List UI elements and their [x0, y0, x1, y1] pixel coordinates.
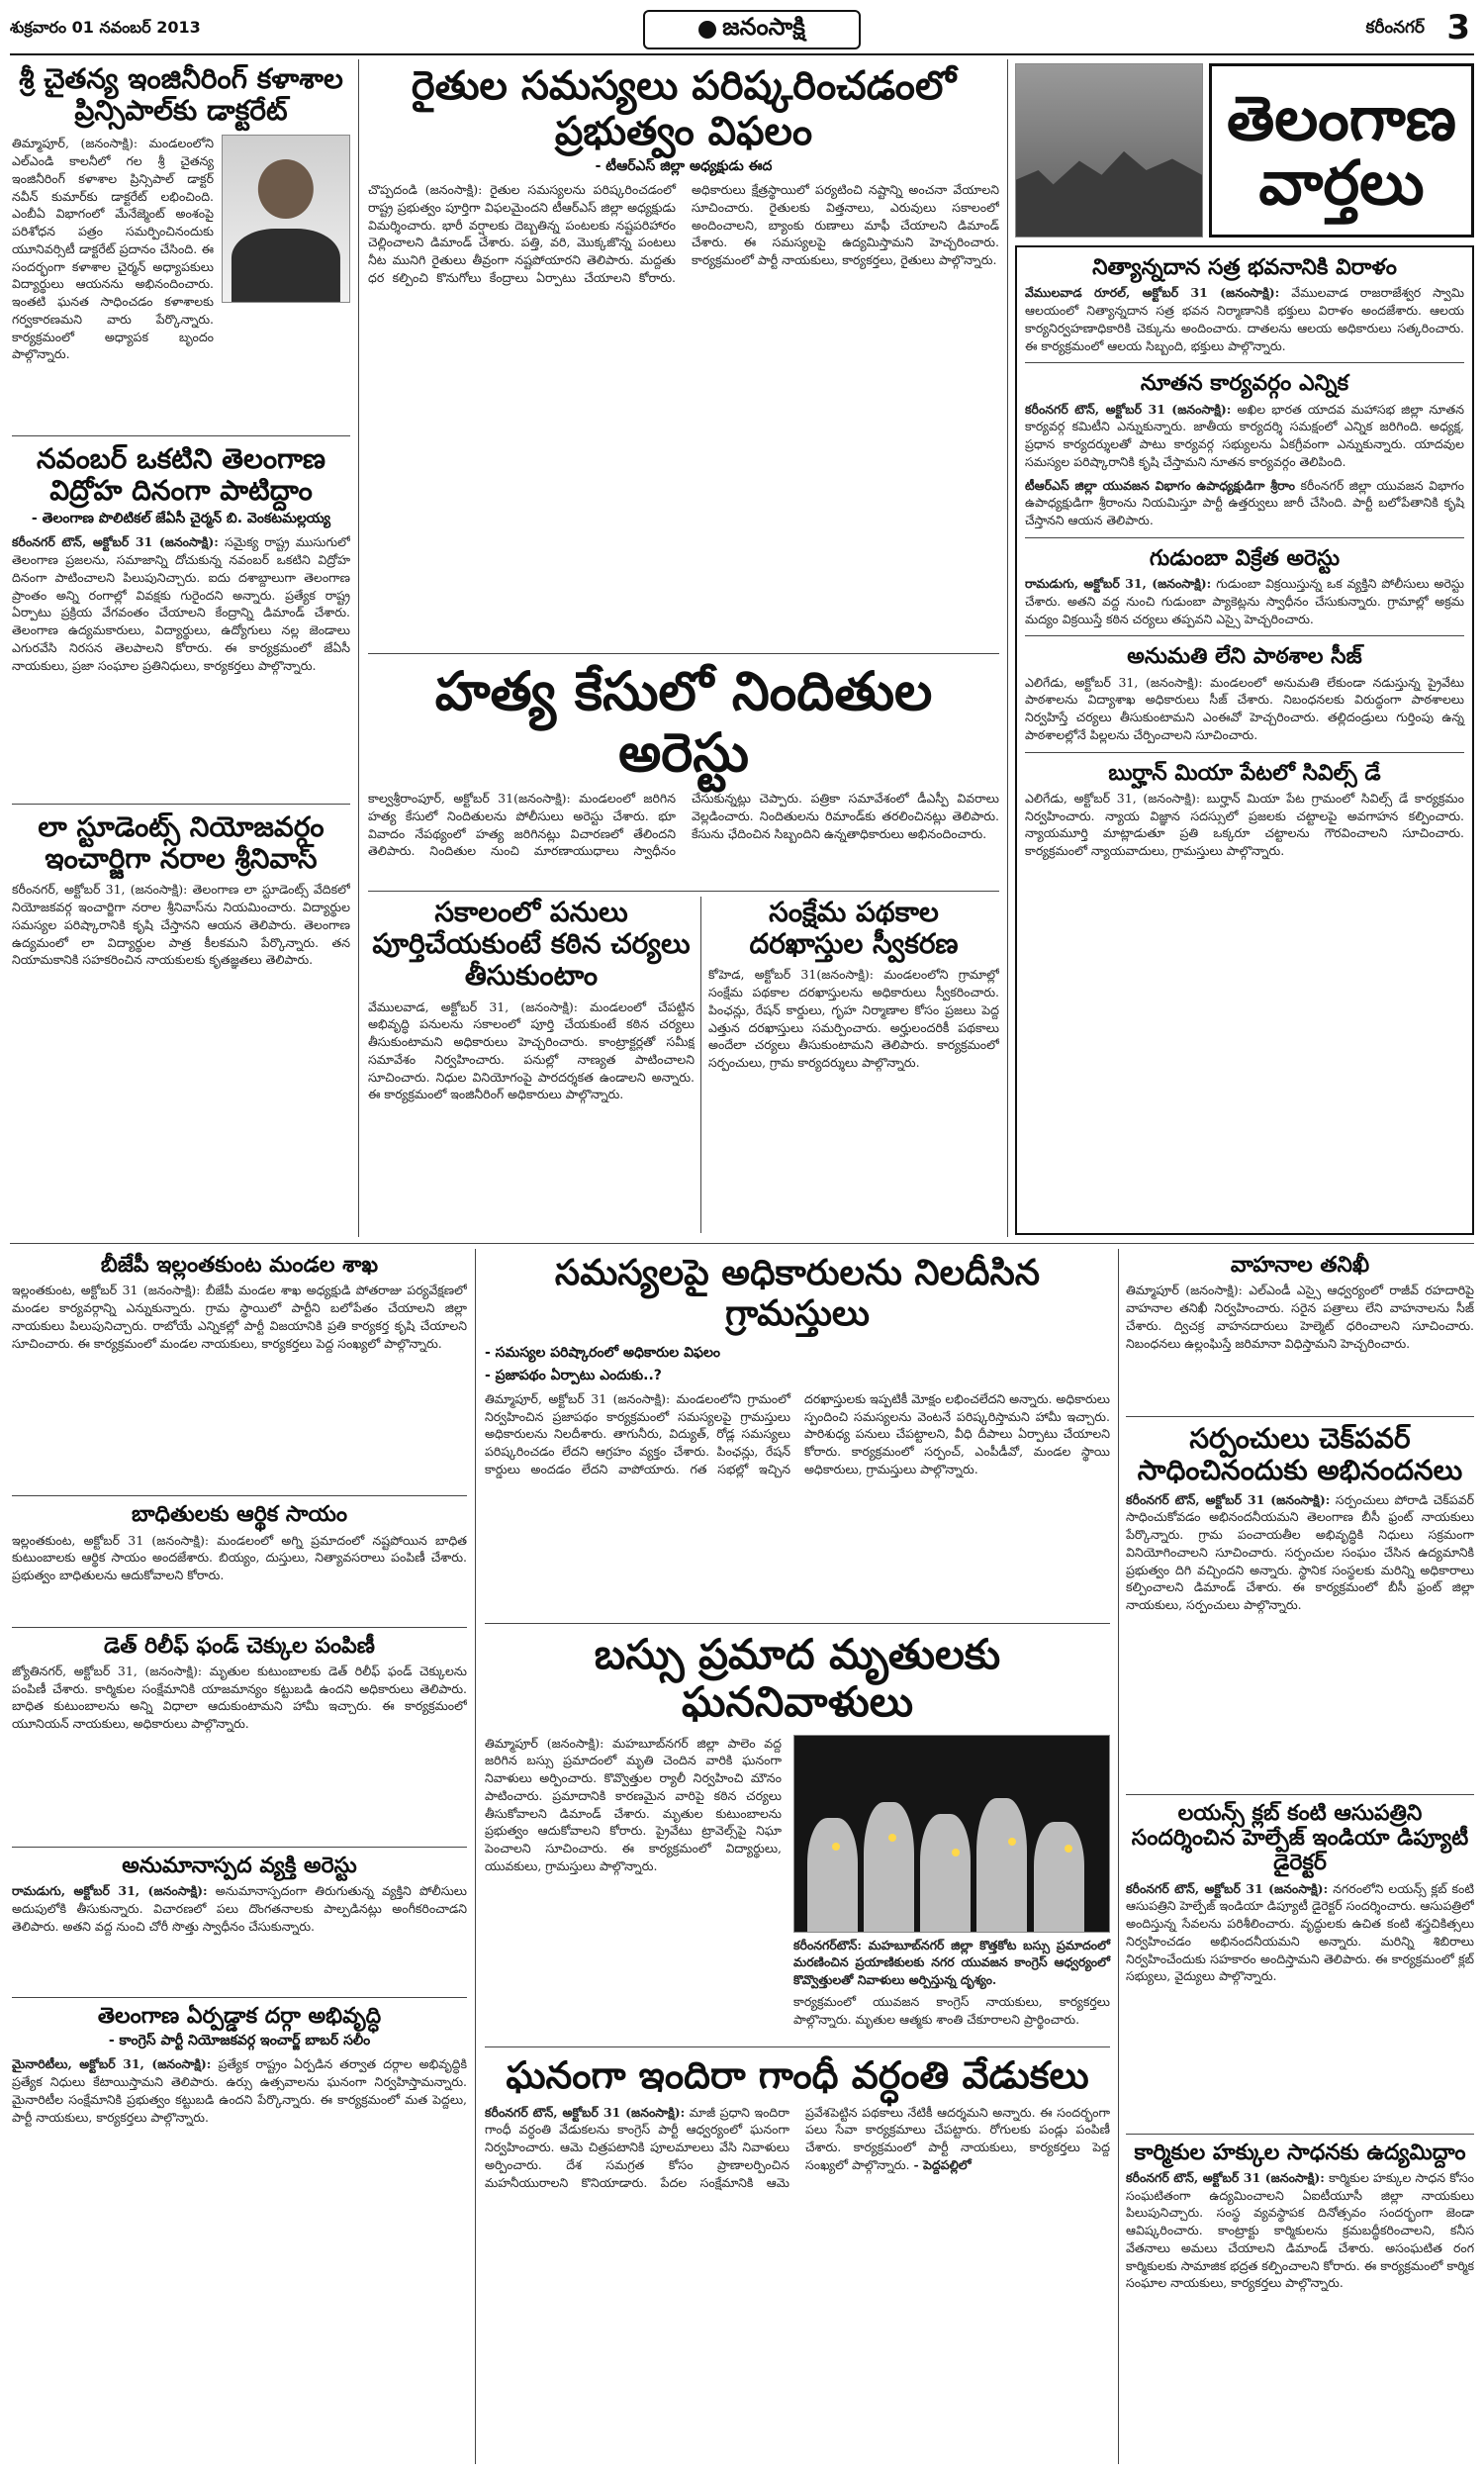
masthead-logo	[643, 10, 861, 49]
article-body: ఎలిగేడు, అక్టోబర్ 31, (జనంసాక్షి): బుర్హాన్ మియా పేట గ్రామంలో సివిల్స్ డే కార్యక్రమం నిర్వహించారు. న్యాయ విజ్ఞాన సదస్సులో ప్రజలకు చట్టాలపై అవగాహన కల్పించారు. న్యాయమూర్తి మాట్లాడుతూ ప్రతి ఒక్కరూ చట్టాలను గౌరవించాలని సూచించారు. కార్యక్రమంలో న్యాయవాదులు, గ్రామస్తులు పాల్గొన్నారు.	[1025, 790, 1464, 859]
article-farmers	[368, 63, 999, 646]
article-vehicle-check	[1126, 1253, 1474, 1410]
bottom-right-column	[1126, 1253, 1474, 2456]
article-body: కరీంనగర్, అక్టోబర్ 31, (జనంసాక్షి): తెలంగాణ లా స్టూడెంట్స్ వేదికలో నియోజకవర్గ ఇంచార్జిగా నరాల శ్రీనివాస్‌ను నియమించారు. విద్యార్థుల సమస్యల పరిష్కారానికి కృషి చేస్తానని ఆయన తెలిపారు. తెలంగాణ ఉద్యమంలో లా విద్యార్థుల పాత్ర కీలకమని పేర్కొన్నారు. తన నియామకానికి సహకరించిన నాయకులకు కృతజ్ఞతలు తెలిపారు.	[12, 882, 350, 968]
headline: బాధితులకు ఆర్థిక సాయం	[131, 1502, 348, 1528]
article-rule	[12, 1627, 467, 1628]
headline: అనుమతి లేని పాఠశాల సీజ్	[1127, 644, 1362, 670]
candle-vigil-photo	[793, 1735, 1110, 1933]
headline: నవంబర్ ఒకటిని తెలంగాణ విద్రోహ దినంగా పాటిద్దాం	[37, 442, 325, 508]
article-civils-day	[1025, 761, 1464, 860]
bottom-left-column	[12, 1253, 467, 2253]
article-bjp-unit	[12, 1253, 467, 1489]
article-doctorate	[12, 63, 350, 412]
article-body	[1126, 2169, 1474, 2456]
article-rule	[1126, 2134, 1474, 2135]
boxed-news-panel	[1015, 245, 1474, 1235]
article-body	[485, 2104, 1110, 2430]
article-body	[1025, 284, 1464, 354]
article-welfare-applications	[708, 897, 999, 1223]
article-dargah	[12, 2004, 467, 2253]
column-rule	[700, 897, 701, 1233]
article-indira-anniversary	[485, 2054, 1110, 2430]
article-rule	[1126, 1794, 1474, 1795]
article-gudumba-arrest	[1025, 546, 1464, 628]
headline: నూతన కార్యవర్గం ఎన్నిక	[1140, 371, 1349, 397]
fort-photo	[1015, 63, 1203, 238]
article-rule	[12, 1495, 467, 1496]
section-banner	[1209, 63, 1474, 238]
article-law-students	[12, 811, 350, 1217]
article-body: చొప్పదండి (జనంసాక్షి): రైతుల సమస్యలను పరిష్కరించడంలో రాష్ట్ర ప్రభుత్వం పూర్తిగా విఫలమైందని టీఆర్ఎస్ జిల్లా అధ్యక్షుడు విమర్శించారు. భారీ వర్షాలకు దెబ్బతిన్న పంటలకు నష్టపరిహారం చెల్లించాలని డిమాండ్ చేశారు. పత్తి, వరి, మొక్కజొన్న పంటలు నీట మునిగి రైతులు తీవ్రంగా నష్టపోయారని తెలిపారు. మద్దతు ధర కల్పించి కొనుగోలు కేంద్రాలు ఏర్పాటు చేయాలని కోరారు. అధికారులు క్షేత్రస్థాయిలో పర్యటించి నష్టాన్ని అంచనా వేయాలని సూచించారు. రైతులకు విత్తనాలు, ఎరువులు సకాలంలో అందించాలని, బ్యాంకు రుణాలు మాఫీ చేయాలని డిమాండ్ చేశారు. ఈ సమస్యలపై ఉద్యమిస్తామని హెచ్చరించారు. కార్యక్రమంలో పార్టీ నాయకులు, కార్యకర్తలు, రైతులు పాల్గొన్నారు.	[368, 182, 999, 285]
article-sarpanch-checkpower	[1126, 1423, 1474, 1787]
article-body: తిమ్మాపూర్, అక్టోబర్ 31 (జనంసాక్షి): మండలంలోని గ్రామంలో నిర్వహించిన ప్రజాపథం కార్యక్రమంలో సమస్యలపై గ్రామస్తులు అధికారులను నిలదీశారు. తాగునీరు, విద్యుత్, రోడ్ల సమస్యలు పరిష్కరించడం లేదని ఆగ్రహం వ్యక్తం చేశారు. పింఛన్లు, రేషన్ కార్డులు అందడం లేదని వాపోయారు. గత సభల్లో ఇచ్చిన దరఖాస్తులకు ఇప్పటికీ మోక్షం లభించలేదని అన్నారు. అధికారులు స్పందించి సమస్యలను వెంటనే పరిష్కరిస్తామని హామీ ఇచ్చారు. పారిశుధ్య పనులు చేపట్టాలని, వీధి దీపాలు ఏర్పాటు చేయాలని కోరారు. కార్యక్రమంలో సర్పంచ్, ఎంపీడీవో, మండల స్థాయి అధికారులు, గ్రామస్తులు పాల్గొన్నారు.	[485, 1390, 1110, 1476]
dateline: మైనారిటీలు, అక్టోబర్ 31, (జనంసాక్షి):	[12, 2056, 212, 2072]
dateline: కరీంనగర్ టౌన్, అక్టోబర్ 31 (జనంసాక్షి):	[12, 534, 219, 550]
article-rule	[12, 1997, 467, 1998]
headline: హత్య కేసులో నిందితుల అరెస్టు	[434, 660, 933, 785]
portrait-photo	[222, 135, 350, 303]
dateline: కరీంనగర్ టౌన్, అక్టోబర్ 31 (జనంసాక్షి):	[485, 2104, 686, 2120]
note-headline: టీఆర్ఎస్ జిల్లా యువజన విభాగం ఉపాధ్యక్షుడిగా శ్రీరాం	[1025, 477, 1296, 493]
body-text: గుడుంబా విక్రయిస్తున్న ఒక వ్యక్తిని పోలీసులు అరెస్టు చేశారు. అతని వద్ద నుంచి గుడుంబా ప్యాకెట్లను స్వాధీనం చేసుకున్నారు. గ్రామాల్లో అక్రమ మద్యం విక్రయిస్తే కఠిన చర్యలు తప్పవని ఎస్సై హెచ్చరించారు.	[1025, 576, 1464, 626]
banner-line-2: వార్తలు	[1258, 146, 1425, 219]
headline: అనుమానాస్పద వ్యక్తి అరెస్టు	[122, 1853, 357, 1878]
section-rule	[10, 1243, 1474, 1244]
body-text: సర్పంచులు పోరాడి చెక్‌పవర్ సాధించుకోవడం అభినందనీయమని తెలంగాణ బీసీ ఫ్రంట్ నాయకులు పేర్కొన్నారు. గ్రామ పంచాయతీల అభివృద్ధికి నిధులు సక్రమంగా వినియోగించాలని సూచించారు. సర్పంచుల సంఘం చేసిన ఉద్యమానికి ప్రభుత్వం దిగి వచ్చిందని అన్నారు. స్థానిక సంస్థలకు మరిన్ని అధికారాలు కల్పించాలని డిమాండ్ చేశారు. ఈ కార్యక్రమంలో బీసీ ఫ్రంట్ జిల్లా నాయకులు, సర్పంచులు పాల్గొన్నారు.	[1126, 1491, 1474, 1613]
photo-caption: కరీంనగర్‌టౌన్: మహబూబ్‌నగర్ జిల్లా కొత్తకోట బస్సు ప్రమాదంలో మరణించిన ప్రయాణికులకు నగర యువజన కాంగ్రెస్ ఆధ్వర్యంలో కొవ్వొత్తులతో నివాళులు అర్పిస్తున్న దృశ్యం.	[793, 1937, 1110, 1988]
article-rule	[485, 1623, 1110, 1624]
column-rule	[1007, 59, 1008, 1237]
column-rule	[1118, 1249, 1119, 2464]
headline: గుడుంబా విక్రేత అరెస్టు	[1149, 545, 1341, 571]
article-donation	[1025, 255, 1464, 354]
article-school-seized	[1025, 644, 1464, 743]
headline: డెత్ రిలీఫ్ ఫండ్ చెక్కుల పంపిణీ	[104, 1633, 375, 1659]
article-rule	[12, 435, 350, 436]
masthead-title: జనంసాక్షి	[722, 13, 805, 41]
headline: సర్పంచులు చెక్‌పవర్ సాధించినందుకు అభినందనలు	[1137, 1422, 1463, 1487]
headline: సంక్షేమ పథకాల దరఖాస్తుల స్వీకరణ	[749, 896, 959, 961]
column-rule	[475, 1249, 476, 2464]
article-death-relief	[12, 1634, 467, 1841]
article-financial-aid	[12, 1502, 467, 1620]
article-rule	[368, 891, 999, 892]
article-body	[1025, 401, 1464, 471]
dateline: రామడుగు, అక్టోబర్ 31, (జనంసాక్షి):	[1025, 576, 1212, 592]
subheadline: - తెలంగాణ పొలిటికల్ జేఏసీ చైర్మన్ బి. వెంకటమల్లయ్య	[31, 511, 331, 527]
dateline: కరీంనగర్ టౌన్, అక్టోబర్ 31 (జనంసాక్షి):	[1025, 401, 1232, 417]
headline: కార్మికుల హక్కుల సాధనకు ఉద్యమిద్దాం	[1134, 2140, 1466, 2165]
article-body	[1126, 1880, 1474, 2128]
article-lions-eye-hospital	[1126, 1801, 1474, 2128]
article-rule	[1025, 635, 1464, 636]
body-text: సమైక్య రాష్ట్ర ముసుగులో తెలంగాణ ప్రజలను, సమాజాన్ని దోచుకున్న నవంబర్ ఒకటిని విద్రోహ దినంగా పాటించాలని పిలుపునిచ్చారు. ఐదు దశాబ్దాలుగా తెలంగాణ ప్రాంతం అన్ని రంగాల్లో వివక్షకు గురైందని అన్నారు. ప్రత్యేక రాష్ట్ర ఏర్పాటు ప్రక్రియ వేగవంతం చేయాలని కేంద్రాన్ని డిమాండ్ చేశారు. తెలంగాణ ఉద్యమకారులు, విద్యార్థులు, ఉద్యోగులు నల్ల జెండాలు ఎగురవేసి నిరసన తెలపాలని కోరారు. ఈ కార్యక్రమంలో జేఏసీ నాయకులు, ప్రజా సంఘాల ప్రతినిధులు, కార్యకర్తలు పాల్గొన్నారు.	[12, 534, 350, 673]
article-body: తిమ్మాపూర్ (జనంసాక్షి): ఎల్ఎండీ ఎస్సై ఆధ్వర్యంలో రాజీవ్ రహదారిపై వాహనాల తనిఖీ నిర్వహించారు. సరైన పత్రాలు లేని వాహనాలను సీజ్ చేశారు. ద్విచక్ర వాహనదారులు హెల్మెట్ ధరించాలని సూచించారు. నిబంధనలు ఉల్లంఘిస్తే జరిమానా విధిస్తామని హెచ్చరించారు.	[1126, 1283, 1474, 1351]
tail-text: - పెద్దపల్లిలో	[913, 2156, 972, 2172]
subheadline-2: - ప్రజాపథం ఏర్పాటు ఎందుకు..?	[485, 1367, 662, 1383]
article-body: ఇల్లంతకుంట, అక్టోబర్ 31 (జనంసాక్షి): మండలంలో అగ్ని ప్రమాదంలో నష్టపోయిన బాధిత కుటుంబాలకు ఆర్థిక సాయం అందజేశారు. బియ్యం, దుస్తులు, నిత్యావసరాలు పంపిణీ చేశారు. ప్రభుత్వం బాధితులను ఆదుకోవాలని కోరారు.	[12, 1532, 467, 1583]
article-body	[1025, 575, 1464, 627]
headline: బస్సు ప్రమాద మృతులకు ఘననివాళులు	[594, 1630, 1001, 1727]
logo-emblem-icon	[698, 21, 716, 39]
article-body	[1126, 1491, 1474, 1788]
body-text: అనుమానాస్పదంగా తిరుగుతున్న వ్యక్తిని పోలీసులు అదుపులోకి తీసుకున్నారు. విచారణలో పలు దొంగతనాలకు పాల్పడినట్లు అంగీకరించాడని తెలిపారు. అతని వద్ద నుంచి చోరీ సొత్తు స్వాధీనం చేసుకున్నారు.	[12, 1883, 467, 1934]
article-rule	[12, 1847, 467, 1848]
body-text: ప్రత్యేక రాష్ట్రం ఏర్పడిన తర్వాత దర్గాల అభివృద్ధికి ప్రత్యేక నిధులు కేటాయిస్తామని తెలిపారు. ఉర్సు ఉత్సవాలను ఘనంగా నిర్వహిస్తామన్నారు. మైనారిటీల సంక్షేమానికి ప్రభుత్వం కట్టుబడి ఉందని పేర్కొన్నారు. ఈ కార్యక్రమంలో మత పెద్దలు, పార్టీ నాయకులు, కార్యకర్తలు పాల్గొన్నారు.	[12, 2056, 467, 2125]
article-body: ఎలిగేడు, అక్టోబర్ 31, (జనంసాక్షి): మండలంలో అనుమతి లేకుండా నడుస్తున్న ప్రైవేటు పాఠశాలను విద్యాశాఖ అధికారులు సీజ్ చేశారు. నిబంధనలకు విరుద్ధంగా పాఠశాలలు నిర్వహిస్తే చర్యలు తీసుకుంటామని ఎంఈవో హెచ్చరించారు. తల్లిదండ్రులు గుర్తింపు ఉన్న పాఠశాలల్లోనే పిల్లలను చేర్పించాలని సూచించారు.	[1025, 674, 1464, 742]
article-rule	[485, 2046, 1110, 2047]
article-suspect-arrest	[12, 1854, 467, 1991]
headline: శ్రీ చైతన్య ఇంజినీరింగ్ కళాశాల ప్రిన్సిపాల్‌కు డాక్టరేట్	[19, 62, 343, 128]
issue-date: శుక్రవారం 01 నవంబర్ 2013	[10, 18, 201, 37]
dateline: రామడుగు, అక్టోబర్ 31, (జనంసాక్షి):	[12, 1883, 208, 1899]
headline: తెలంగాణ ఏర్పడ్డాక దర్గా అభివృద్ధి	[97, 2004, 382, 2030]
article-rule	[368, 653, 999, 654]
article-body: తిమ్మాపూర్ (జనంసాక్షి): మహబూబ్‌నగర్ జిల్లా పాలెం వద్ద జరిగిన బస్సు ప్రమాదంలో మృతి చెందిన వారికి ఘనంగా నివాళులు అర్పించారు. కొవ్వొత్తుల ర్యాలీ నిర్వహించి మౌనం పాటించారు. ప్రమాదానికి కారణమైన వారిపై కఠిన చర్యలు తీసుకోవాలని డిమాండ్ చేశారు. మృతుల కుటుంబాలను ప్రభుత్వం ఆదుకోవాలని కోరారు. ప్రైవేటు ట్రావెల్స్‌పై నిఘా పెంచాలని సూచించారు. ఈ కార్యక్రమంలో విద్యార్థులు, యువకులు, గ్రామస్తులు పాల్గొన్నారు.	[485, 1735, 782, 1873]
body-text: కార్మికుల హక్కుల సాధన కోసం సంఘటితంగా ఉద్యమించాలని ఏఐటీయూసీ జిల్లా నాయకులు పిలుపునిచ్చారు. సంస్థ వ్యవస్థాపక దినోత్సవం సందర్భంగా జెండా ఆవిష్కరించారు. కాంట్రాక్టు కార్మికులను క్రమబద్ధీకరించాలని, కనీస వేతనాలు అమలు చేయాలని డిమాండ్ చేశారు. అసంఘటిత రంగ కార్మికులకు సామాజిక భద్రత కల్పించాలని కోరారు. ఈ కార్యక్రమంలో కార్మిక సంఘాల నాయకులు, కార్యకర్తలు పాల్గొన్నారు.	[1126, 2169, 1474, 2291]
body-text: వేములవాడ రాజరాజేశ్వర స్వామి ఆలయంలో నిత్యాన్నదాన సత్ర భవన నిర్మాణానికి భక్తులు విరాళం అందజేశారు. ఆలయ కార్యనిర్వహణాధికారికి చెక్కును అందించారు. దాతలను ఆలయ అధికారులు సత్కరించారు. ఈ కార్యక్రమంలో ఆలయ సిబ్బంది, భక్తులు పాల్గొన్నారు.	[1025, 285, 1464, 353]
article-body: ఇల్లంతకుంట, అక్టోబర్ 31 (జనంసాక్షి): బీజేపీ మండల శాఖ అధ్యక్షుడి పోతరాజు పర్యవేక్షణలో మండల కార్యవర్గాన్ని ఎన్నుకున్నారు. గ్రామ స్థాయిలో పార్టీని బలోపేతం చేయాలని జిల్లా నాయకులు పిలుపునిచ్చారు. రాబోయే ఎన్నికల్లో పార్టీ విజయానికి ప్రతి కార్యకర్త కృషి చేయాలని సూచించారు. ఈ కార్యక్రమంలో మండల నాయకులు, కార్యకర్తలు పెద్ద సంఖ్యలో పాల్గొన్నారు.	[12, 1283, 467, 1351]
headline: రైతుల సమస్యలు పరిష్కరించడంలో ప్రభుత్వం విఫలం	[411, 63, 957, 154]
article-rule	[1025, 537, 1464, 538]
page-number: 3	[1446, 8, 1470, 48]
banner-line-1: తెలంగాణ	[1227, 81, 1456, 154]
headline: సకాలంలో పనులు పూర్తిచేయకుంటే కఠిన చర్యలు తీసుకుంటాం	[372, 896, 691, 993]
subheadline: - టీఆర్ఎస్ జిల్లా అధ్యక్షుడు ఈద	[595, 158, 773, 174]
headline: నిత్యాన్నదాన సత్ర భవనానికి విరాళం	[1092, 255, 1397, 280]
article-rule	[12, 804, 350, 805]
headline: లా స్టూడెంట్స్ నియోజవర్గం ఇంచార్జిగా నరాల శ్రీనివాస్	[38, 810, 325, 876]
article-body	[12, 2055, 467, 2253]
subheadline: - కాంగ్రెస్ పార్టీ నియోజకవర్గ ఇంచార్జ్ బాబర్ సలీం	[108, 2033, 371, 2049]
article-body: కోహెడ, అక్టోబర్ 31(జనంసాక్షి): మండలంలోని గ్రామాల్లో సంక్షేమ పథకాల దరఖాస్తులను అధికారులు స్వీకరించారు. పింఛన్లు, రేషన్ కార్డులు, గృహ నిర్మాణాల కోసం ప్రజలు పెద్ద ఎత్తున దరఖాస్తులు సమర్పించారు. అర్హులందరికీ పథకాలు అందేలా చర్యలు తీసుకుంటామని తెలిపారు. కార్యక్రమంలో సర్పంచులు, గ్రామ కార్యదర్శులు పాల్గొన్నారు.	[708, 967, 999, 1071]
edition-city: కరీంనగర్	[1365, 18, 1425, 38]
subheadline: - సమస్యల పరిష్కారంలో అధికారుల విఫలం	[485, 1344, 721, 1361]
article-body: వేములవాడ, అక్టోబర్ 31, (జనంసాక్షి): మండలంలో చేపట్టిన అభివృద్ధి పనులను సకాలంలో పూర్తి చేయకుంటే కఠిన చర్యలు తీసుకుంటామని అధికారులు హెచ్చరించారు. కాంట్రాక్టర్లతో సమీక్ష సమావేశం నిర్వహించారు. పనుల్లో నాణ్యత పాటించాలని సూచించారు. నిధుల వినియోగంపై పారదర్శకత ఉండాలని అన్నారు. ఈ కార్యక్రమంలో ఇంజినీరింగ్ అధికారులు పాల్గొన్నారు.	[368, 999, 695, 1102]
article-rule	[1126, 1416, 1474, 1417]
article-workers-rights	[1126, 2141, 1474, 2456]
article-rule	[1025, 752, 1464, 753]
article-body: తిమ్మాపూర్, (జనంసాక్షి): మండలంలోని ఎల్‌ఎండి కాలనీలో గల శ్రీ చైతన్య ఇంజినీరింగ్ కళాశాల ప్రిన్సిపాల్ డాక్టర్ నవీన్ కుమార్‌కు డాక్టరేట్ లభించింది. ఎంబీఏ విభాగంలో మేనేజ్మెంట్ అంశంపై పరిశోధన పత్రం సమర్పించినందుకు యూనివర్సిటీ డాక్టరేట్ ప్రదానం చేసింది. ఈ సందర్భంగా కళాశాల చైర్మన్ అధ్యాపకులు విద్యార్థులు ఆయనను అభినందించారు. ఇంతటి ఘనత సాధించడం కళాశాలకు గర్వకారణమని వారు పేర్కొన్నారు. కార్యక్రమంలో అధ్యాపక బృందం పాల్గొన్నారు.	[12, 136, 214, 362]
headline: బుర్హాన్ మియా పేటలో సివిల్స్ డే	[1108, 760, 1381, 786]
article-body-continued: కార్యక్రమంలో యువజన కాంగ్రెస్ నాయకులు, కార్యకర్తలు పాల్గొన్నారు. మృతుల ఆత్మకు శాంతి చేకూరాలని ప్రార్థించారు.	[793, 1993, 1110, 2027]
article-body: జ్యోతినగర్, అక్టోబర్ 31, (జనంసాక్షి): మృతుల కుటుంబాలకు డెత్ రిలీఫ్ ఫండ్ చెక్కులను పంపిణీ చేశారు. కార్మికుల సంక్షేమానికి యాజమాన్యం కట్టుబడి ఉందని అధికారులు తెలిపారు. బాధిత కుటుంబాలను అన్ని విధాలా ఆదుకుంటామని హామీ ఇచ్చారు. ఈ కార్యక్రమంలో యూనియన్ నాయకులు, అధికారులు పాల్గొన్నారు.	[12, 1663, 467, 1732]
body-text: మాజీ ప్రధాని ఇందిరా గాంధీ వర్ధంతి వేడుకలను కాంగ్రెస్ పార్టీ ఆధ్వర్యంలో ఘనంగా నిర్వహించారు. ఆమె చిత్రపటానికి పూలమాలలు వేసి నివాళులు అర్పించారు. దేశ సమగ్రత కోసం ప్రాణాలర్పించిన మహనీయురాలని కొనియాడారు. పేదల సంక్షేమానికి ఆమె ప్రవేశపెట్టిన పథకాలు నేటికీ ఆదర్శమని అన్నారు. ఈ సందర్భంగా పలు సేవా కార్యక్రమాలు చేపట్టారు. రోగులకు పండ్లు పంపిణీ చేశారు. కార్యక్రమంలో పార్టీ నాయకులు, కార్యకర్తలు పెద్ద సంఖ్యలో పాల్గొన్నారు.	[485, 2104, 1110, 2190]
article-bus-tribute	[485, 1631, 1110, 2051]
headline: బీజేపీ ఇల్లంతకుంట మండల శాఖ	[100, 1253, 379, 1278]
column-rule	[358, 59, 359, 1237]
article-new-committee	[1025, 371, 1464, 529]
headline: సమస్యలపై అధికారులను నిలదీసిన గ్రామస్తులు	[554, 1253, 1041, 1335]
headline: వాహనాల తనిఖీ	[1230, 1253, 1370, 1278]
dateline: కరీంనగర్ టౌన్, అక్టోబర్ 31 (జనంసాక్షి):	[1126, 1880, 1329, 1896]
article-works-deadline	[368, 897, 695, 1226]
dateline: కరీంనగర్ టౌన్, అక్టోబర్ 31 (జనంసాక్షి):	[1126, 1491, 1331, 1507]
article-body	[12, 1882, 467, 1991]
body-text: నగరంలోని లయన్స్ క్లబ్ కంటి ఆసుపత్రిని హెల్పేజ్ ఇండియా డిప్యూటీ డైరెక్టర్ సందర్శించారు. ఆసుపత్రిలో అందిస్తున్న సేవలను పరిశీలించారు. వృద్ధులకు ఉచిత కంటి శస్త్రచికిత్సలు నిర్వహించడం అభినందనీయమని అన్నారు. మరిన్ని శిబిరాలు నిర్వహించేందుకు సహకారం అందిస్తామని తెలిపారు. ఈ కార్యక్రమంలో క్లబ్ సభ్యులు, వైద్యులు పాల్గొన్నారు.	[1126, 1880, 1474, 1984]
headline: లయన్స్ క్లబ్ కంటి ఆసుపత్రిని సందర్శించిన హెల్పేజ్ ఇండియా డిప్యూటీ డైరెక్టర్	[1131, 1800, 1469, 1876]
dateline: వేములవాడ రూరల్, అక్టోబర్ 31 (జనంసాక్షి):	[1025, 285, 1280, 301]
article-villagers-question	[485, 1253, 1110, 1687]
telangana-news-banner	[1015, 63, 1474, 238]
article-betrayal-day	[12, 443, 350, 781]
article-body	[12, 533, 350, 781]
body-text: కరీంనగర్ జిల్లా యువజన విభాగం ఉపాధ్యక్షుడిగా శ్రీరాంను నియమిస్తూ పార్టీ ఉత్తర్వులు జారీ చేసింది. పార్టీ బలోపేతానికి కృషి చేస్తానని ఆయన తెలిపారు.	[1025, 477, 1464, 528]
dateline: కరీంనగర్ టౌన్, అక్టోబర్ 31 (జనంసాక్షి):	[1126, 2169, 1325, 2185]
body-text: అఖిల భారత యాదవ మహాసభ జిల్లా నూతన కార్యవర్గ కమిటీని ఎన్నుకున్నారు. జాతీయ కార్యదర్శి సమక్షంలో ఎన్నిక జరిగింది. అధ్యక్ష, ప్రధాన కార్యదర్శులతో పాటు కార్యవర్గ సభ్యులను ఏకగ్రీవంగా ఎన్నుకున్నారు. యాదవుల సమస్యల పరిష్కారానికి కృషి చేస్తామని నూతన కార్యవర్గం తెలిపింది.	[1025, 401, 1464, 469]
article-body	[1025, 477, 1464, 529]
article-rule	[1025, 362, 1464, 363]
headline: ఘనంగా ఇందిరా గాంధీ వర్ధంతి వేడుకలు	[506, 2053, 1089, 2097]
article-body: కాల్వశ్రీరాంపూర్, అక్టోబర్ 31(జనంసాక్షి): మండలంలో జరిగిన హత్య కేసులో నిందితులను పోలీసులు అరెస్టు చేశారు. భూ వివాదం నేపథ్యంలో హత్య జరిగినట్లు విచారణలో తేలిందని తెలిపారు. నిందితుల నుంచి మారణాయుధాలు స్వాధీనం చేసుకున్నట్లు చెప్పారు. పత్రికా సమావేశంలో డీఎస్పీ వివరాలు వెల్లడించారు. నిందితులను రిమాండ్‌కు తరలించినట్లు తెలిపారు. కేసును ఛేదించిన సిబ్బందిని ఉన్నతాధికారులు అభినందించారు.	[368, 791, 999, 859]
page-header	[10, 8, 1474, 55]
